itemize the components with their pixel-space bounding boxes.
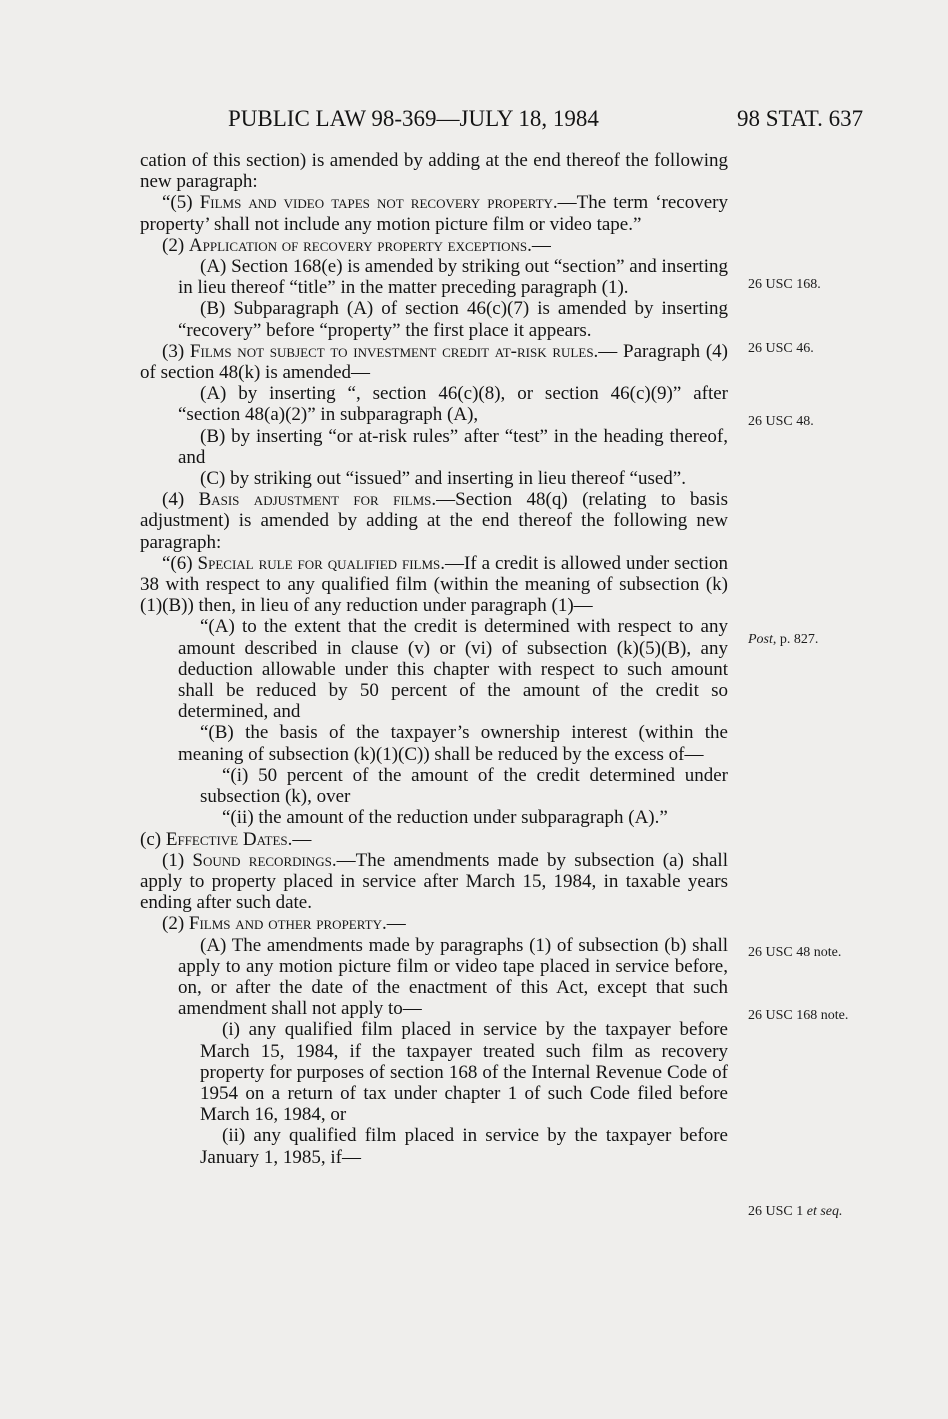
paragraph: (2) Films and other property.—	[162, 913, 406, 935]
margin-citation: 26 USC 1 et seq.	[748, 1204, 843, 1219]
body-text	[140, 150, 728, 1168]
paragraph: (i) any qualified film placed in service by the taxpayer before March 15, 1984, if the taxpayer treated such film as recovery property for purposes of section 168 of the Internal Revenue Code of 1954 on a return of tax under chapter 1 of such Code filed before March 16, 1984, or	[200, 1019, 728, 1126]
header-stat-page: 98 STAT. 637	[737, 106, 864, 131]
paragraph: “(A) to the extent that the credit is determined with respect to any amount described in clause (v) or (vi) of subsection (k)(5)(B), any deduction allowable under this chapter with respect to such amount shall be reduced by 50 percent of the amount of the credit so determined, and	[178, 616, 728, 723]
paragraph: “(i) 50 percent of the amount of the credit determined under subsection (k), over	[200, 764, 728, 808]
paragraph: “(5) Films and video tapes not recovery property.—The term ‘recovery property’ shall not include any motion picture film or video tape.”	[140, 192, 729, 235]
page-header	[0, 100, 948, 140]
margin-citation: 26 USC 48.	[748, 414, 814, 429]
paragraph: (2) Application of recovery property exceptions.—	[162, 234, 551, 256]
margin-citation: 26 USC 46.	[748, 341, 814, 356]
paragraph: (3) Films not subject to investment credit at-risk rules.— Paragraph (4) of section 48(k) is amended—	[140, 340, 728, 384]
paragraph: (4) Basis adjustment for films.—Section 48(q) (relating to basis adjustment) is amended by adding at the end thereof the following new paragraph:	[140, 489, 729, 553]
paragraph: “(6) Special rule for qualified films.—If a credit is allowed under section 38 with respect to any qualified film (within the meaning of subsection (k)(1)(B)) then, in lieu of any reduction under paragraph (1)—	[140, 552, 728, 617]
paragraph: (B) by inserting “or at-risk rules” after “test” in the heading thereof, and	[178, 425, 728, 468]
paragraph: “(ii) the amount of the reduction under subparagraph (A).”	[222, 807, 668, 829]
paragraph: (c) Effective Dates.—	[140, 828, 312, 850]
margin-citation: Post, p. 827.	[748, 632, 819, 647]
paragraph: (ii) any qualified film placed in service by the taxpayer before January 1, 1985, if—	[200, 1125, 728, 1168]
paragraph: (1) Sound recordings.—The amendments made by subsection (a) shall apply to property placed in service after March 15, 1984, in taxable years ending after such date.	[140, 849, 728, 914]
paragraph: (B) Subparagraph (A) of section 46(c)(7) is amended by inserting “recovery” before “property” the first place it appears.	[178, 298, 728, 341]
header-title: PUBLIC LAW 98-369—JULY 18, 1984	[228, 106, 599, 131]
margin-citation: 26 USC 168.	[748, 277, 821, 292]
margin-citation: 26 USC 48 note.	[748, 945, 842, 960]
paragraph: cation of this section) is amended by adding at the end thereof the following new paragraph:	[140, 150, 728, 193]
paragraph: “(B) the basis of the taxpayer’s ownership interest (within the meaning of subsection (k)(1)(C)) shall be reduced by the excess of—	[178, 722, 728, 765]
paragraph: (A) Section 168(e) is amended by striking out “section” and inserting in lieu thereof “title” in the matter preceding paragraph (1).	[178, 256, 728, 299]
margin-citation: 26 USC 168 note.	[748, 1008, 849, 1023]
paragraph: (A) by inserting “, section 46(c)(8), or section 46(c)(9)” after “section 48(a)(2)” in subparagraph (A),	[178, 383, 728, 426]
paragraph: (A) The amendments made by paragraphs (1) of subsection (b) shall apply to any motion picture film or video tape placed in service before, on, or after the date of the enactment of this Act, except that such amendment shall not apply to—	[178, 934, 728, 1020]
paragraph: (C) by striking out “issued” and inserting in lieu thereof “used”.	[200, 468, 686, 490]
